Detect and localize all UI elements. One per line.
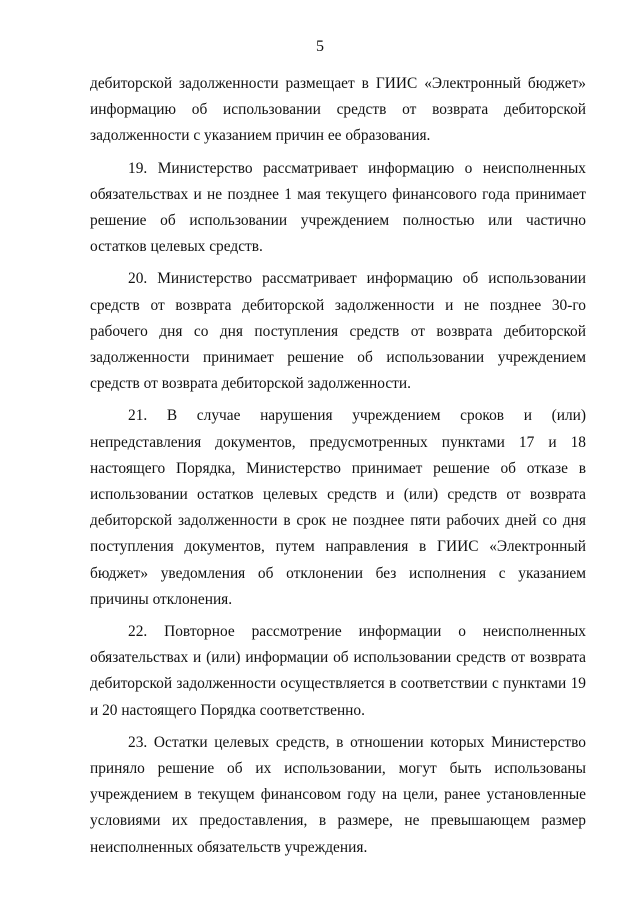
paragraph-23: 23. Остатки целевых средств, в отношении которых Министерство приняло решение об их использовании, могут быть использованы учреждением в текущем финансовом году на цели, ранее установленные условиями их предоставления, в размере, не превышающем размер неисполненных обязательств учреждения. [90, 733, 586, 856]
page-number: 5 [316, 38, 324, 55]
paragraph-18-continuation: дебиторской задолженности размещает в ГИИС «Электронный бюджет» информацию об использовании средств от возврата дебиторской задолженности с указанием причин ее образования. [90, 75, 586, 145]
paragraph-21: 21. В случае нарушения учреждением сроков и (или) непредставления документов, предусмотренных пунктами 17 и 18 настоящего Порядка, Министерство принимает решение об отказе в использовании остатков целевых средств и (или) средств от возврата дебиторской задолженности в срок не позднее пяти рабочих дней со дня поступления документов, путем направления в ГИИС «Электронный бюджет» уведомления об отклонении без исполнения с указанием причины отклонения. [90, 407, 586, 608]
document-body [90, 71, 586, 867]
paragraph-20: 20. Министерство рассматривает информацию об использовании средств от возврата дебиторской задолженности и не позднее 30-го рабочего дня со дня поступления средств от возврата дебиторской задолженности принимает решение об использовании учреждением средств от возврата дебиторской задолженности. [90, 270, 586, 393]
paragraph-22: 22. Повторное рассмотрение информации о неисполненных обязательствах и (или) информации об использовании средств от возврата дебиторской задолженности осуществляется в соответствии с пунктами 19 и 20 настоящего Порядка соответственно. [90, 623, 586, 719]
paragraph-19: 19. Министерство рассматривает информацию о неисполненных обязательствах и не позднее 1 мая текущего финансового года принимает решение об использовании учреждением полностью или частично остатков целевых средств. [90, 159, 586, 256]
